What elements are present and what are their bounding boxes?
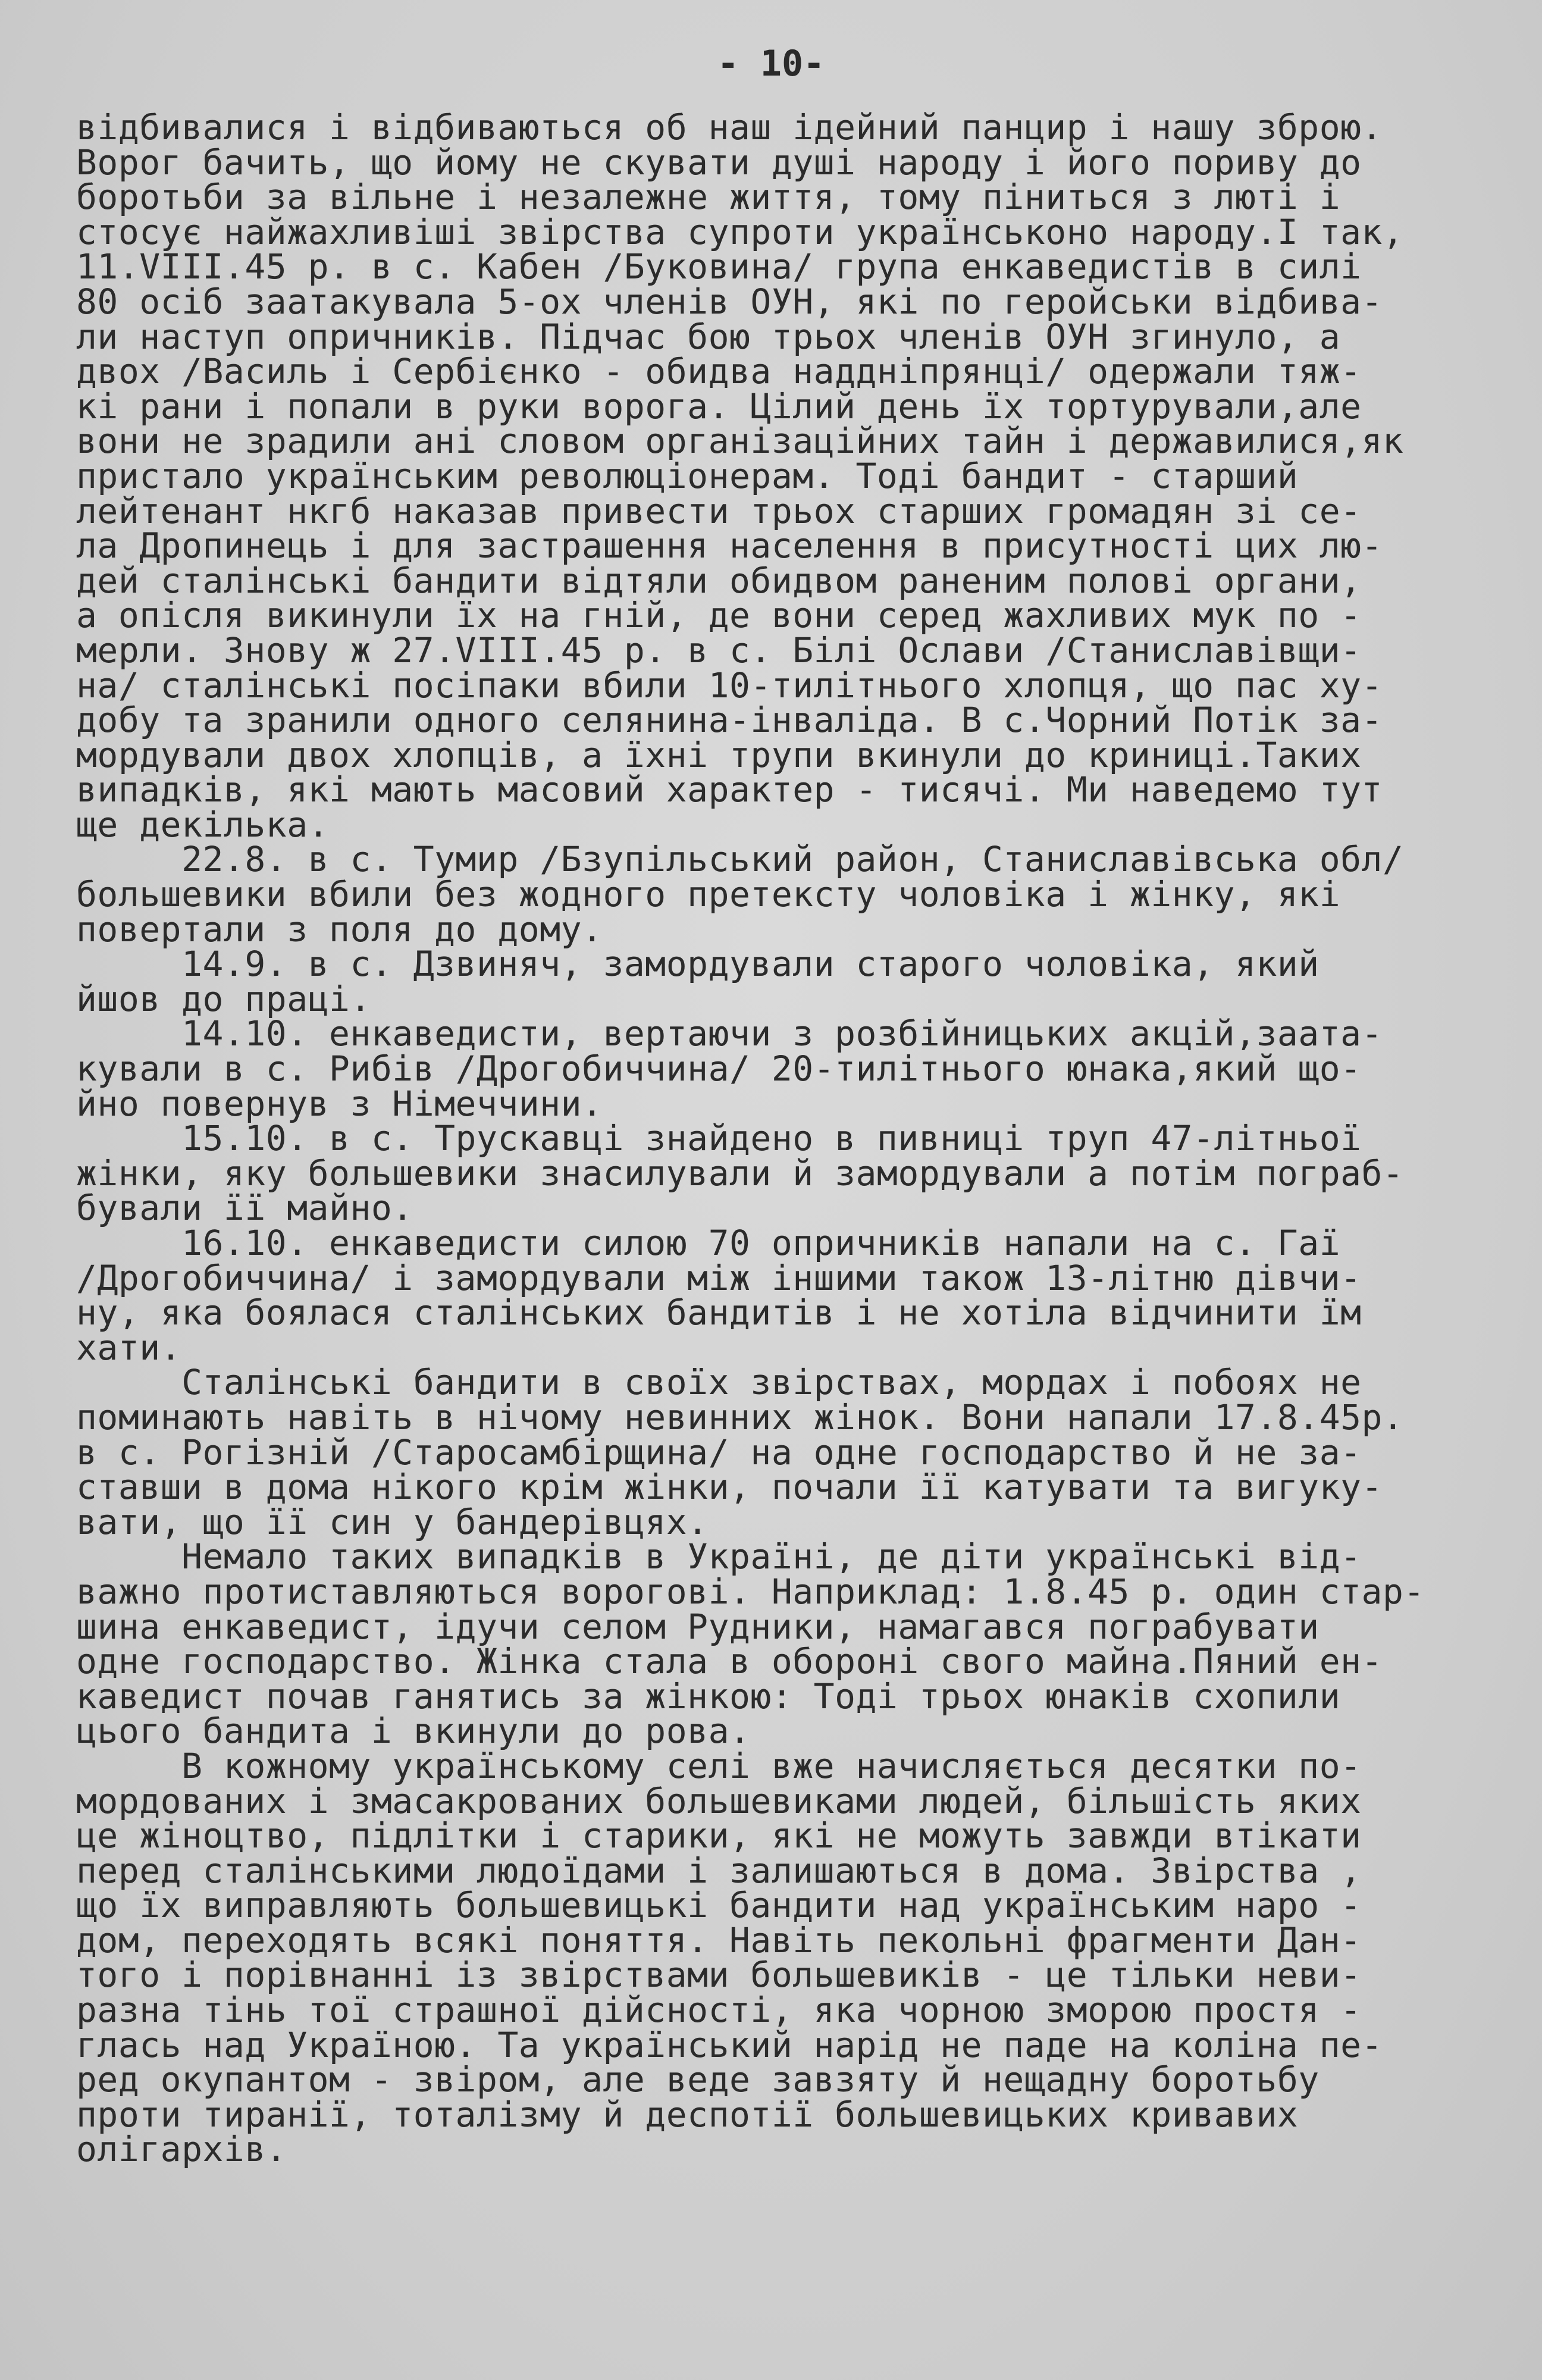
text-line: ред окупантом - звіром, але веде завзяту й нещадну боротьбу xyxy=(76,2059,1320,2100)
text-line: цього бандита і вкинули до рова. xyxy=(76,1711,751,1752)
text-line: 14.9. в с. Дзвиняч, замордували старого чоловіка, який xyxy=(76,944,1320,985)
text-line: 22.8. в с. Тумир /Бзупільський район, Станиславівська обл/ xyxy=(76,839,1404,880)
text-line: йно повернув з Німеччини. xyxy=(76,1083,603,1124)
text-line: ла Дропинець і для застрашення населення в присутності цих лю- xyxy=(76,525,1383,566)
text-line: большевики вбили без жодного претексту чоловіка і жінку, які xyxy=(76,874,1341,915)
text-line: ли наступ опричників. Підчас бою трьох членів ОУН згинуло, а xyxy=(76,316,1341,357)
text-line: двох /Василь і Сербієнко - обидва наддніпрянці/ одержали тяж- xyxy=(76,351,1362,392)
text-line: дом, переходять всякі поняття. Навіть пекольні фрагменти Дан- xyxy=(76,1919,1362,1961)
text-line: /Дрогобиччина/ і замордували між іншими також 13-літню дівчи- xyxy=(76,1257,1362,1298)
text-line: кі рани і попали в руки ворога. Цілий день їх тортурували,але xyxy=(76,386,1362,427)
text-line: 16.10. енкаведисти силою 70 опричників напали на с. Гаї xyxy=(76,1223,1341,1263)
text-line: бували її майно. xyxy=(76,1188,413,1229)
text-line: глась над Україною. Та український нарід не паде на коліна пе- xyxy=(76,2024,1383,2065)
text-line: хати. xyxy=(76,1327,182,1368)
document-body xyxy=(76,107,1462,2170)
text-line: мерли. Знову ж 27.VIII.45 р. в с. Білі Ослави /Станиславівщи- xyxy=(76,630,1362,671)
text-line: лейтенант нкгб наказав привести трьох старших громадян зі се- xyxy=(76,490,1362,531)
text-line: Сталінські бандити в своїх звірствах, мордах і побоях не xyxy=(76,1362,1362,1403)
text-line: 14.10. енкаведисти, вертаючи з розбійницьких акцій,заата- xyxy=(76,1013,1383,1054)
text-line: це жіноцтво, підлітки і старики, які не можуть завжди втікати xyxy=(76,1815,1362,1856)
text-line: ставши в дома нікого крім жінки, почали її катувати та вигуку- xyxy=(76,1467,1383,1508)
text-line: пристало українським революціонерам. Тоді бандит - старший xyxy=(76,455,1299,496)
text-line: що їх виправляють большевицькі бандити над українським наро - xyxy=(76,1885,1362,1926)
text-line: того і порівнанні із звірствами большевиків - це тільки неви- xyxy=(76,1955,1362,1996)
text-line: перед сталінськими людоїдами і залишаються в дома. Звірства , xyxy=(76,1850,1362,1891)
text-line: вати, що її син у бандерівцях. xyxy=(76,1501,709,1542)
text-line: в с. Рогізній /Старосамбірщина/ на одне господарство й не за- xyxy=(76,1432,1362,1473)
text-line: В кожному українському селі вже начисляється десятки по- xyxy=(76,1745,1362,1786)
page-number: - 10- xyxy=(717,43,825,84)
text-line: йшов до праці. xyxy=(76,978,371,1019)
text-line: важно протиставляються ворогові. Наприклад: 1.8.45 р. один стар- xyxy=(76,1571,1425,1612)
text-line: а опісля викинули їх на гній, де вони серед жахливих мук по - xyxy=(76,595,1362,636)
text-line: вони не зрадили ані словом організаційних тайн і державилися,як xyxy=(76,421,1404,462)
text-line: Немало таких випадків в Україні, де діти українські від- xyxy=(76,1536,1362,1577)
text-line: Ворог бачить, що йому не скувати душі народу і його пориву до xyxy=(76,142,1362,183)
text-line: шина енкаведист, ідучи селом Рудники, намагався пограбувати xyxy=(76,1606,1320,1647)
text-line: повертали з поля до дому. xyxy=(76,909,603,950)
text-line: мордованих і змасакрованих большевиками людей, більшість яких xyxy=(76,1780,1362,1821)
text-line: добу та зранили одного селянина-інваліда. В с.Чорний Потік за- xyxy=(76,700,1383,741)
text-line: ще декілька. xyxy=(76,804,330,845)
text-line: каведист почав ганятись за жінкою: Тоді трьох юнаків схопили xyxy=(76,1676,1341,1717)
text-line: 80 осіб заатакувала 5-ох членів ОУН, які по геройськи відбива- xyxy=(76,281,1383,322)
text-line: стосує найжахливіші звірства супроти українськоно народу.І так, xyxy=(76,211,1404,252)
text-line: одне господарство. Жінка стала в обороні свого майна.Пяний ен- xyxy=(76,1641,1383,1682)
text-line: жінки, яку большевики знасилували й замордували а потім пограб- xyxy=(76,1153,1404,1194)
text-line: на/ сталінські посіпаки вбили 10-тилітнього хлопця, що пас ху- xyxy=(76,665,1383,706)
text-line: мордували двох хлопців, а їхні трупи вкинули до криниці.Таких xyxy=(76,734,1362,775)
text-line: дей сталінські бандити відтяли обидвом раненим полові органи, xyxy=(76,560,1362,601)
text-line: поминають навіть в нічому невинних жінок. Вони напали 17.8.45р. xyxy=(76,1396,1404,1438)
text-line: ну, яка боялася сталінських бандитів і не хотіла відчинити їм xyxy=(76,1292,1362,1333)
text-line: олігархів. xyxy=(76,2129,287,2170)
text-line: разна тінь тої страшної дійсності, яка чорною зморою простя - xyxy=(76,1990,1362,2031)
text-line: випадків, які мають масовий характер - тисячі. Ми наведемо тут xyxy=(76,769,1383,810)
text-line: проти тиранії, тоталізму й деспотії большевицьких кривавих xyxy=(76,2094,1299,2135)
text-line: боротьби за вільне і незалежне життя, тому піниться з люті і xyxy=(76,177,1341,218)
text-line: кували в с. Рибів /Дрогобиччина/ 20-тилітнього юнака,який що- xyxy=(76,1048,1362,1089)
text-line: 15.10. в с. Трускавці знайдено в пивниці труп 47-літньої xyxy=(76,1118,1362,1159)
text-line: 11.VIII.45 р. в с. Кабен /Буковина/ група енкаведистів в силі xyxy=(76,246,1362,287)
text-line: відбивалися і відбиваються об наш ідейний панцир і нашу зброю. xyxy=(76,107,1383,148)
